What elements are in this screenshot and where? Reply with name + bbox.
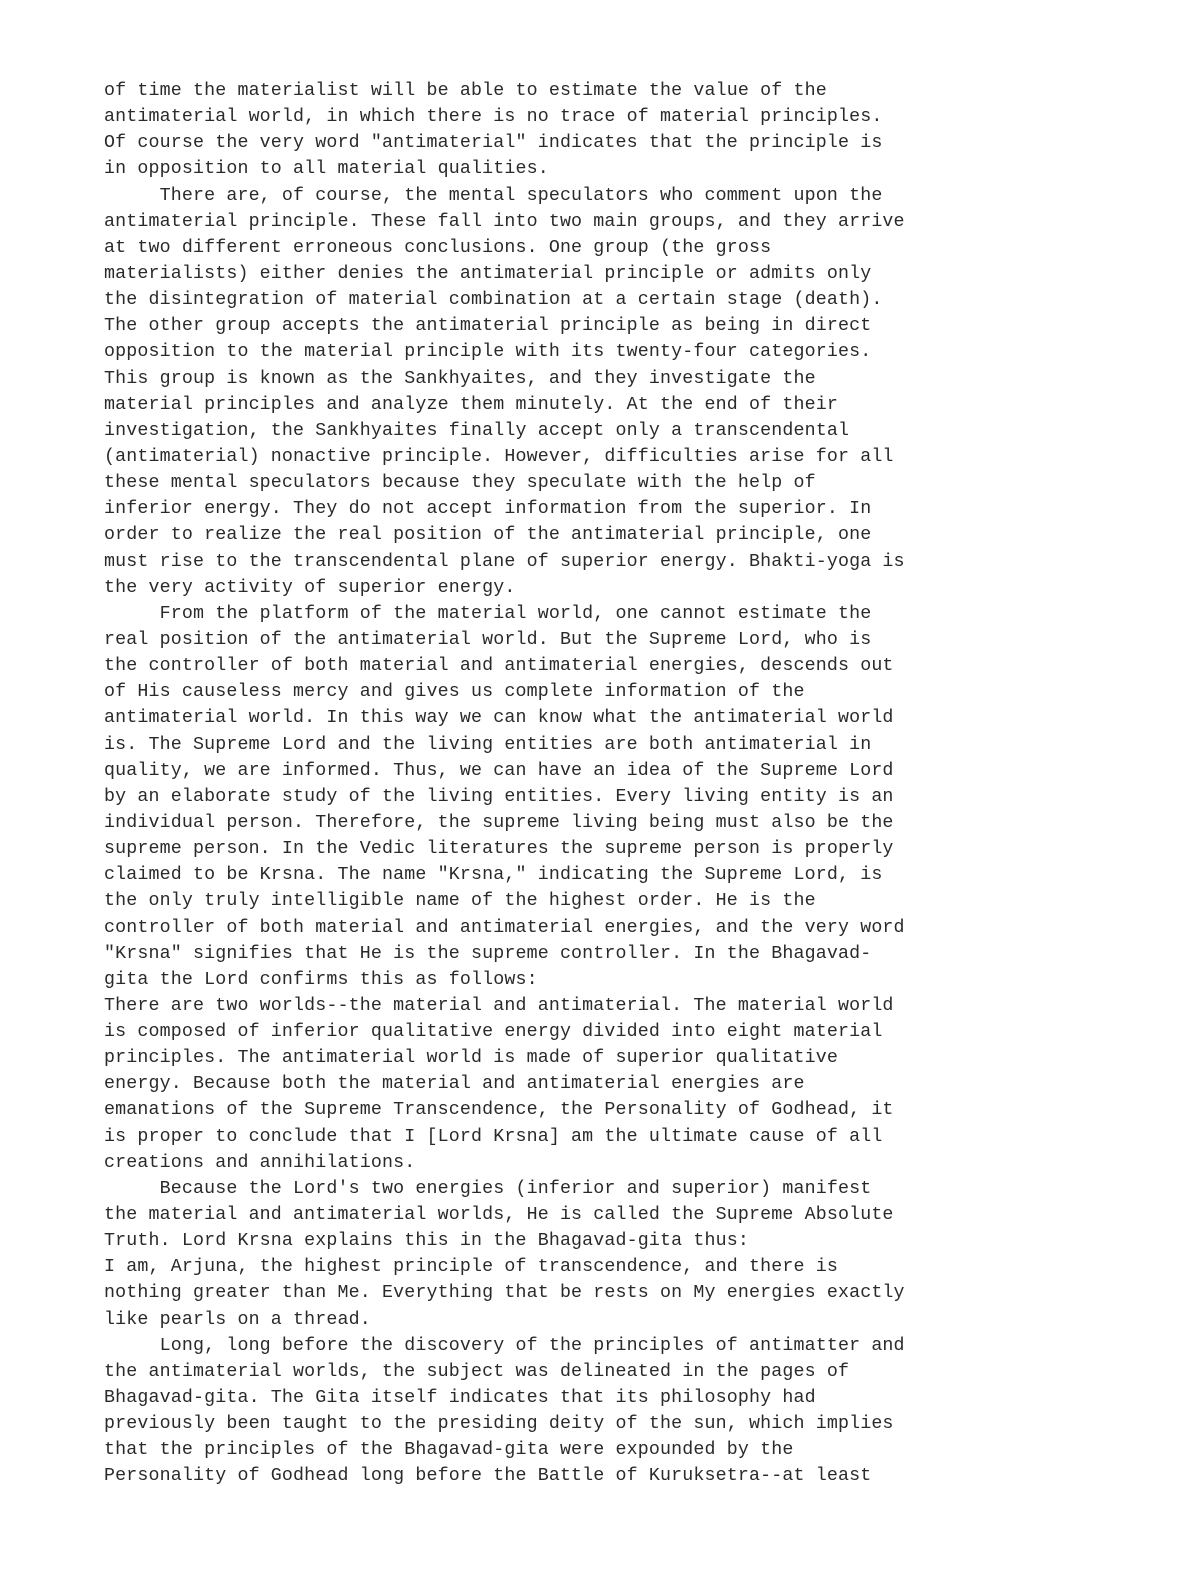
text-line: is composed of inferior qualitative energy divided into eight material: [104, 1022, 883, 1043]
text-line: The other group accepts the antimaterial principle as being in direct: [104, 316, 872, 337]
text-line: investigation, the Sankhyaites finally accept only a transcendental: [104, 420, 850, 441]
text-line: I am, Arjuna, the highest principle of transcendence, and there is: [104, 1257, 838, 1278]
text-line: energy. Because both the material and antimaterial energies are: [104, 1074, 805, 1095]
text-line: like pearls on a thread.: [104, 1309, 371, 1330]
text-line: at two different erroneous conclusions. One group (the gross: [104, 237, 772, 258]
text-line: gita the Lord confirms this as follows:: [104, 969, 538, 990]
text-line: the antimaterial worlds, the subject was delineated in the pages of: [104, 1361, 850, 1382]
text-line: Of course the very word "antimaterial" indicates that the principle is: [104, 133, 883, 154]
text-line: nothing greater than Me. Everything that be rests on My energies exactly: [104, 1283, 905, 1304]
text-line: by an elaborate study of the living entities. Every living entity is an: [104, 786, 894, 807]
text-line: the material and antimaterial worlds, He is called the Supreme Absolute: [104, 1205, 894, 1226]
text-line: Long, long before the discovery of the principles of antimatter and: [104, 1335, 905, 1356]
text-line: the only truly intelligible name of the highest order. He is the: [104, 891, 816, 912]
text-line: the controller of both material and antimaterial energies, descends out: [104, 656, 894, 677]
text-line: of time the materialist will be able to estimate the value of the: [104, 81, 827, 101]
text-line: material principles and analyze them minutely. At the end of their: [104, 394, 838, 415]
text-line: inferior energy. They do not accept information from the superior. In: [104, 499, 872, 520]
text-line: individual person. Therefore, the supreme living being must also be the: [104, 812, 894, 833]
text-line: that the principles of the Bhagavad-gita were expounded by the: [104, 1440, 794, 1461]
text-line: the disintegration of material combination at a certain stage (death).: [104, 290, 883, 311]
text-line: There are two worlds--the material and antimaterial. The material world: [104, 995, 894, 1016]
text-line: antimaterial principle. These fall into two main groups, and they arrive: [104, 211, 905, 232]
text-line: must rise to the transcendental plane of superior energy. Bhakti-yoga is: [104, 551, 905, 572]
text-line: Bhagavad-gita. The Gita itself indicates that its philosophy had: [104, 1388, 816, 1409]
text-line: these mental speculators because they speculate with the help of: [104, 473, 816, 494]
text-line: There are, of course, the mental speculators who comment upon the: [104, 185, 883, 206]
text-line: antimaterial world, in which there is no trace of material principles.: [104, 107, 883, 128]
text-line: in opposition to all material qualities.: [104, 159, 549, 180]
text-line: real position of the antimaterial world. But the Supreme Lord, who is: [104, 629, 872, 650]
text-line: the very activity of superior energy.: [104, 577, 516, 598]
text-line: principles. The antimaterial world is made of superior qualitative: [104, 1048, 838, 1069]
text-line: is. The Supreme Lord and the living entities are both antimaterial in: [104, 734, 872, 755]
text-line: previously been taught to the presiding deity of the sun, which implies: [104, 1414, 894, 1435]
text-line: "Krsna" signifies that He is the supreme controller. In the Bhagavad-: [104, 943, 872, 964]
text-line: Because the Lord's two energies (inferior and superior) manifest: [104, 1178, 872, 1199]
text-line: materialists) either denies the antimaterial principle or admits only: [104, 263, 872, 284]
text-line: controller of both material and antimaterial energies, and the very word: [104, 917, 905, 938]
body-text: [104, 78, 1104, 1490]
text-line: emanations of the Supreme Transcendence, the Personality of Godhead, it: [104, 1100, 894, 1121]
text-line: creations and annihilations.: [104, 1152, 416, 1173]
text-line: is proper to conclude that I [Lord Krsna] am the ultimate cause of all: [104, 1126, 883, 1147]
text-line: quality, we are informed. Thus, we can have an idea of the Supreme Lord: [104, 760, 894, 781]
text-line: of His causeless mercy and gives us complete information of the: [104, 682, 805, 703]
text-line: supreme person. In the Vedic literatures the supreme person is properly: [104, 839, 894, 860]
text-line: Truth. Lord Krsna explains this in the Bhagavad-gita thus:: [104, 1231, 749, 1252]
text-line: order to realize the real position of the antimaterial principle, one: [104, 525, 872, 546]
text-line: (antimaterial) nonactive principle. However, difficulties arise for all: [104, 446, 894, 467]
text-line: claimed to be Krsna. The name "Krsna," indicating the Supreme Lord, is: [104, 865, 883, 886]
text-line: Personality of Godhead long before the Battle of Kuruksetra--at least: [104, 1466, 872, 1487]
text-line: This group is known as the Sankhyaites, and they investigate the: [104, 368, 816, 389]
text-line: From the platform of the material world, one cannot estimate the: [104, 603, 872, 624]
text-line: antimaterial world. In this way we can know what the antimaterial world: [104, 708, 894, 729]
text-line: opposition to the material principle with its twenty-four categories.: [104, 342, 872, 363]
